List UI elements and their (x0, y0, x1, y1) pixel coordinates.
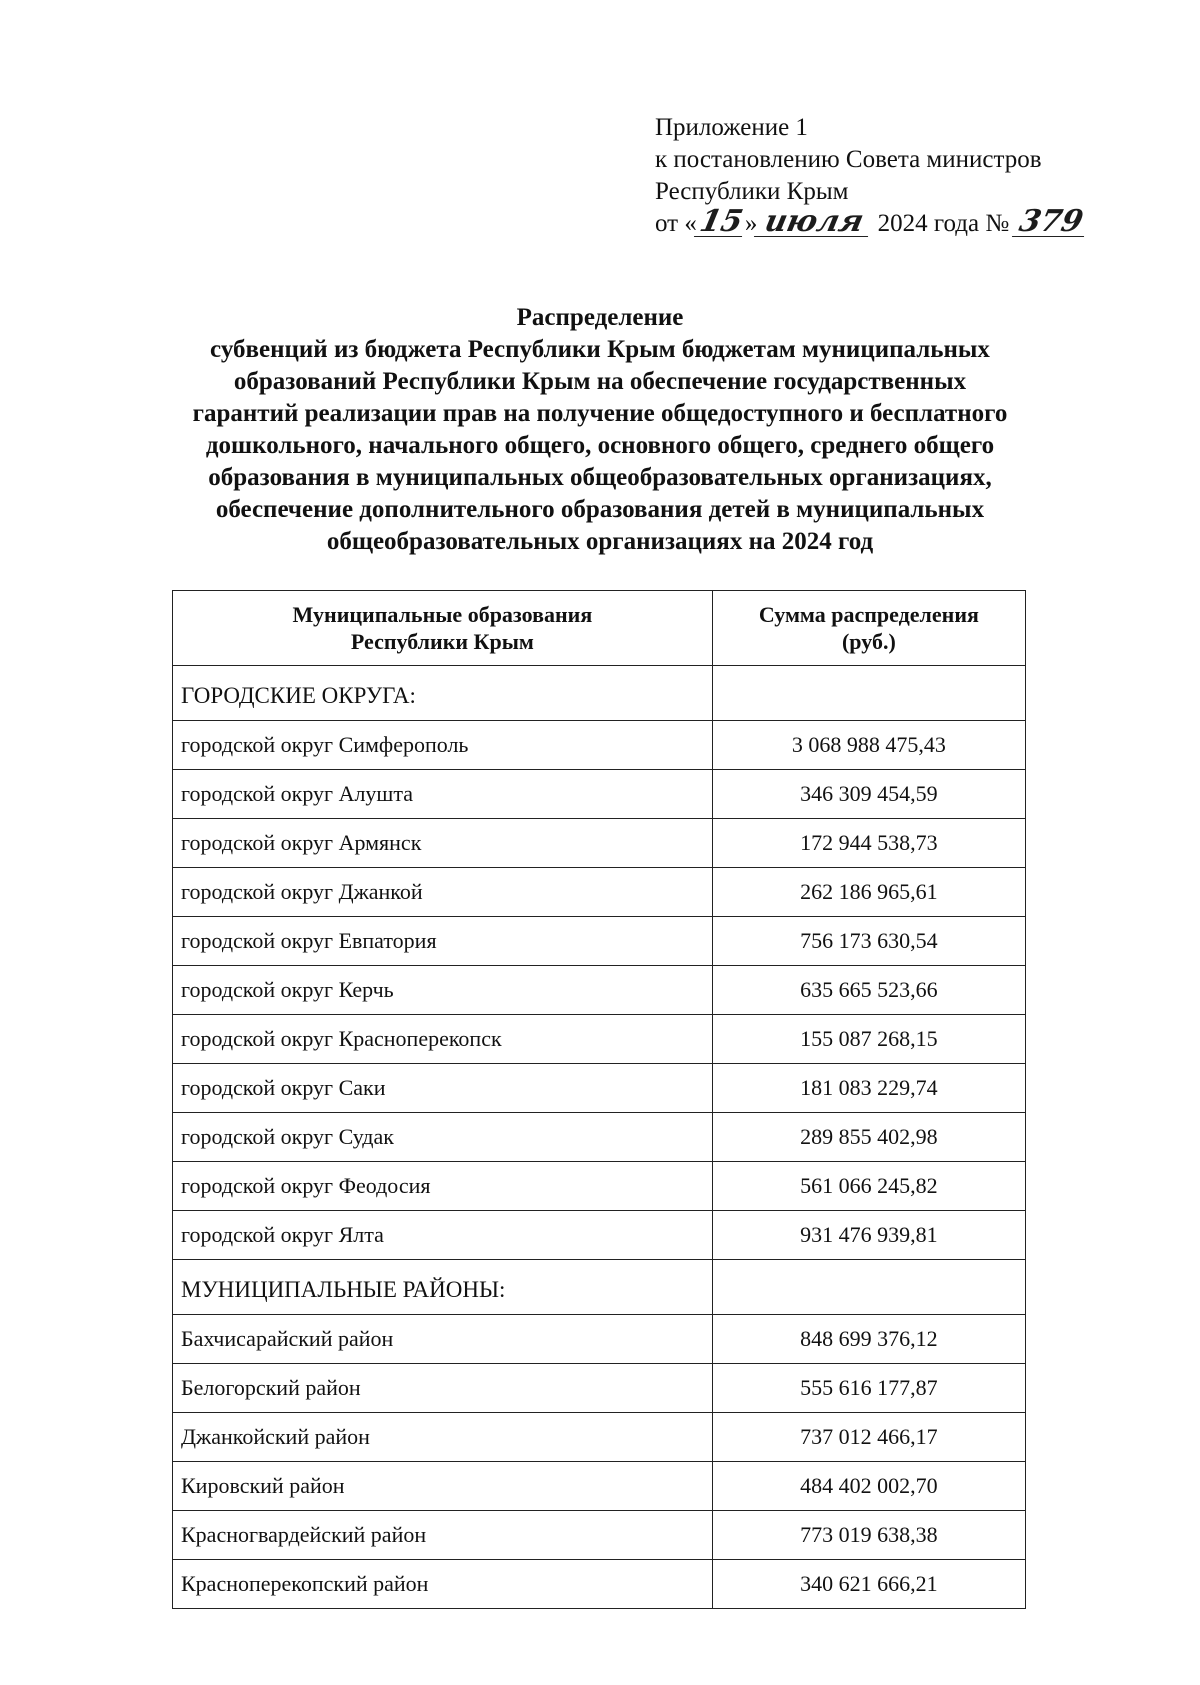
column-header-amount-line2: (руб.) (841, 629, 896, 654)
title-line-2: субвенций из бюджета Республики Крым бюджетам муниципальных (210, 336, 990, 363)
amount-cell: 484 402 002,70 (712, 1462, 1025, 1511)
municipality-name: городской округ Джанкой (173, 868, 713, 917)
date-mid: » (744, 210, 758, 237)
municipality-name: Кировский район (173, 1462, 713, 1511)
municipality-name: городской округ Евпатория (173, 917, 713, 966)
handwritten-doc-number: 379 (1012, 208, 1090, 237)
title-line-7: обеспечение дополнительного образования детей в муниципальных (215, 496, 985, 523)
table-row (173, 1162, 1026, 1211)
table-row (173, 917, 1026, 966)
amount-cell: 555 616 177,87 (712, 1364, 1025, 1413)
column-header-amount-line1: Сумма распределения (758, 602, 979, 627)
table-row (173, 1315, 1026, 1364)
table-row (173, 1413, 1026, 1462)
column-header-municipality-line2: Республики Крым (350, 629, 534, 654)
distribution-table (172, 590, 1026, 1609)
amount-cell: 756 173 630,54 (712, 917, 1025, 966)
municipality-name: Красногвардейский район (173, 1511, 713, 1560)
municipality-name: городской округ Симферополь (173, 721, 713, 770)
amount-cell: 931 476 939,81 (712, 1211, 1025, 1260)
date-prefix: от « (655, 210, 697, 237)
table-row (173, 1015, 1026, 1064)
amount-cell: 289 855 402,98 (712, 1113, 1025, 1162)
appendix-header (655, 112, 1125, 240)
amount-cell: 155 087 268,15 (712, 1015, 1025, 1064)
amount-cell: 181 083 229,74 (712, 1064, 1025, 1113)
title-line-1: Распределение (516, 304, 684, 331)
municipality-name: городской округ Саки (173, 1064, 713, 1113)
municipality-name: городской округ Армянск (173, 819, 713, 868)
municipality-name: городской округ Красноперекопск (173, 1015, 713, 1064)
municipality-name: Белогорский район (173, 1364, 713, 1413)
document-title (150, 302, 1050, 558)
table-row (173, 770, 1026, 819)
table-row (173, 1560, 1026, 1609)
table-row (173, 1462, 1026, 1511)
table-row (173, 1211, 1026, 1260)
table-row (173, 966, 1026, 1015)
municipality-name: Джанкойский район (173, 1413, 713, 1462)
table-row (173, 721, 1026, 770)
date-line (655, 204, 1125, 240)
republic-name: Республики Крым (655, 178, 849, 205)
amount-cell: 773 019 638,38 (712, 1511, 1025, 1560)
table-row (173, 1364, 1026, 1413)
title-line-6: образования в муниципальных общеобразовательных организациях, (208, 464, 992, 491)
column-header-amount (712, 591, 1025, 666)
amount-cell: 737 012 466,17 (712, 1413, 1025, 1462)
section-amount-empty (712, 666, 1025, 721)
section-row-municipal-districts (173, 1260, 1026, 1315)
table-row (173, 1113, 1026, 1162)
amount-cell: 561 066 245,82 (712, 1162, 1025, 1211)
table-row (173, 1511, 1026, 1560)
amount-cell: 3 068 988 475,43 (712, 721, 1025, 770)
section-label: МУНИЦИПАЛЬНЫЕ РАЙОНЫ: (173, 1260, 713, 1315)
handwritten-day: 15 (694, 208, 748, 237)
section-label: ГОРОДСКИЕ ОКРУГА: (173, 666, 713, 721)
municipality-name: Бахчисарайский район (173, 1315, 713, 1364)
amount-cell: 848 699 376,12 (712, 1315, 1025, 1364)
appendix-label: Приложение 1 (655, 114, 808, 141)
table-row (173, 868, 1026, 917)
municipality-name: городской округ Ялта (173, 1211, 713, 1260)
title-line-4: гарантий реализации прав на получение общедоступного и бесплатного (192, 400, 1008, 427)
title-line-5: дошкольного, начального общего, основного общего, среднего общего (205, 432, 995, 459)
municipality-name: Красноперекопский район (173, 1560, 713, 1609)
table-row (173, 1064, 1026, 1113)
municipality-name: городской округ Алушта (173, 770, 713, 819)
date-year-text: 2024 года № (877, 210, 1010, 237)
title-line-8: общеобразовательных организациях на 2024 год (326, 528, 874, 555)
section-row-urban-districts (173, 666, 1026, 721)
handwritten-month: июля (754, 208, 874, 237)
title-line-3: образований Республики Крым на обеспечение государственных (233, 368, 967, 395)
amount-cell: 340 621 666,21 (712, 1560, 1025, 1609)
municipality-name: городской округ Судак (173, 1113, 713, 1162)
amount-cell: 346 309 454,59 (712, 770, 1025, 819)
municipality-name: городской округ Керчь (173, 966, 713, 1015)
amount-cell: 262 186 965,61 (712, 868, 1025, 917)
amount-cell: 635 665 523,66 (712, 966, 1025, 1015)
column-header-municipality (173, 591, 713, 666)
amount-cell: 172 944 538,73 (712, 819, 1025, 868)
table-row (173, 819, 1026, 868)
resolution-ref: к постановлению Совета министров (655, 146, 1042, 173)
column-header-municipality-line1: Муниципальные образования (292, 602, 593, 627)
table-header-row (173, 591, 1026, 666)
municipality-name: городской округ Феодосия (173, 1162, 713, 1211)
section-amount-empty (712, 1260, 1025, 1315)
